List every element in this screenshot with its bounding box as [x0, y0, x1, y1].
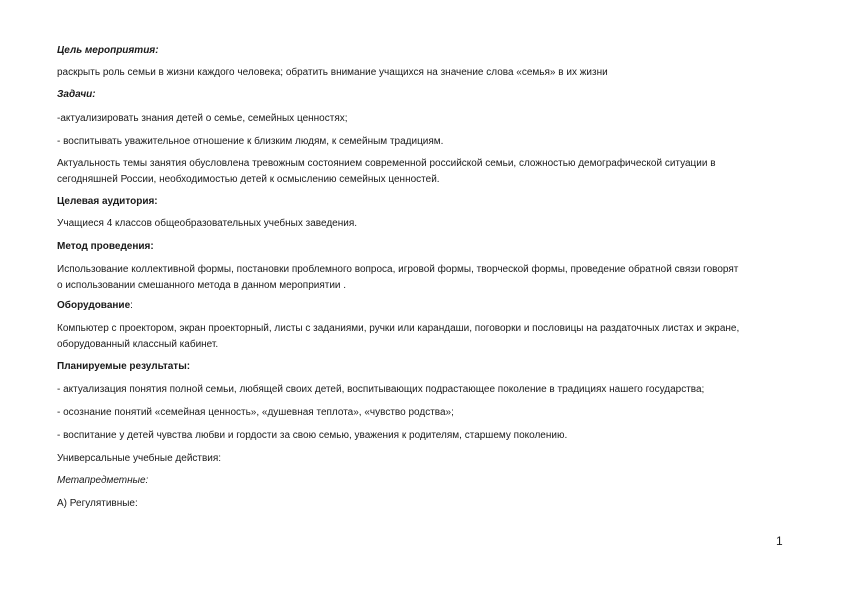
audience-text: Учащиеся 4 классов общеобразовательных учебных заведения. — [57, 218, 358, 229]
audience-heading: Целевая аудитория: — [57, 196, 158, 207]
method-heading: Метод проведения: — [57, 241, 154, 252]
task-item: - воспитывать уважительное отношение к близким людям, к семейным традициям. — [57, 136, 444, 147]
result-item: - актуализация понятия полной семьи, любящей своих детей, воспитывающих подрастающее поколение в традициях нашего государства; — [57, 384, 705, 395]
equipment-heading: Оборудование — [57, 300, 131, 311]
method-line: о использовании смешанного метода в данном мероприятии . — [57, 280, 347, 291]
results-heading: Планируемые результаты: — [57, 361, 191, 372]
equipment-line: Компьютер с проектором, экран проекторный, листы с заданиями, ручки или карандаши, поговорки и пословицы на раздаточных листах и экране, — [57, 323, 740, 334]
task-item: -актуализировать знания детей о семье, семейных ценностях; — [57, 113, 348, 124]
equipment-colon: : — [130, 300, 133, 311]
goal-heading: Цель мероприятия: — [57, 45, 159, 56]
regulative-heading: А) Регулятивные: — [57, 498, 138, 509]
result-item: - осознание понятий «семейная ценность», «душевная теплота», «чувство родства»; — [57, 407, 454, 418]
result-item: - воспитание у детей чувства любви и гордости за свою семью, уважения к родителям, старшему поколению. — [57, 430, 568, 441]
metasubject-heading: Метапредметные: — [57, 475, 149, 486]
relevance-line: сегодняшней России, необходимостью детей к осмыслению семейных ценностей. — [57, 174, 440, 185]
relevance-line: Актуальность темы занятия обусловлена тревожным состоянием современной российской семьи, сложностью демографической ситуации в — [57, 158, 716, 169]
equipment-heading-line — [57, 297, 797, 314]
tasks-heading: Задачи: — [57, 89, 96, 100]
equipment-line: оборудованный классный кабинет. — [57, 339, 219, 350]
goal-text: раскрыть роль семьи в жизни каждого человека; обратить внимание учащихся на значение слова «семья» в их жизни — [57, 67, 608, 78]
page-number: 1 — [776, 534, 783, 548]
universal-actions: Универсальные учебные действия: — [57, 453, 222, 464]
method-line: Использование коллективной формы, постановки проблемного вопроса, игровой формы, творческой формы, проведение обратной связи говорят — [57, 264, 739, 275]
